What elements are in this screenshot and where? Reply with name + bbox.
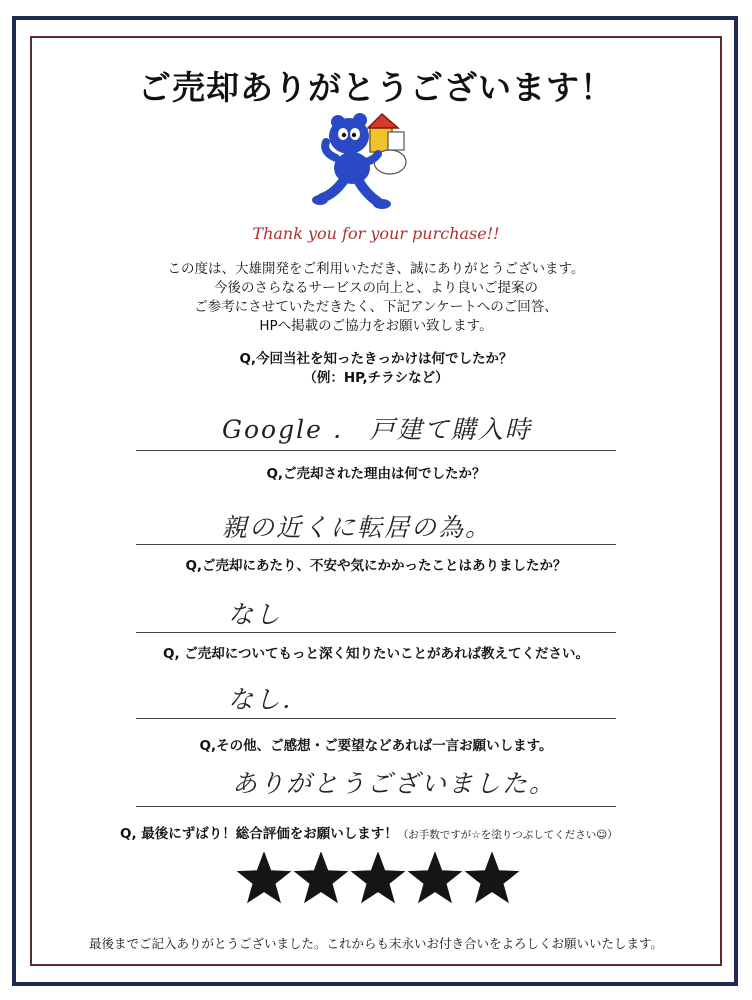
question-4: Q, ご売却についてもっと深く知りたいことがあれば教えてください。 — [162, 646, 590, 662]
star-rating[interactable] — [236, 852, 522, 908]
rating-question-text: Q, 最後にずばり！総合評価をお願いします！ — [120, 826, 398, 842]
answer-line-1 — [136, 450, 616, 451]
rating-note: （お手数ですが☆を塗りつぶしてください☺） — [397, 829, 618, 841]
answer-3[interactable]: なし — [228, 600, 283, 629]
answer-1[interactable]: Google ． 戸建て購入時 — [222, 415, 532, 444]
answer-line-4 — [136, 718, 616, 719]
answer-line-3 — [136, 632, 616, 633]
answer-4[interactable]: なし． — [228, 685, 310, 714]
question-1: Q,今回当社を知ったきっかけは何でしたか？ — [239, 351, 513, 367]
intro-line: 今後のさらなるサービスの向上と、より良いご提案の — [214, 280, 538, 296]
question-1-example: （例：HP,チラシなど） — [303, 370, 449, 386]
answer-line-2 — [136, 544, 616, 545]
page-title: ご売却ありがとうございます！ — [138, 68, 614, 107]
star-icon[interactable] — [296, 854, 345, 901]
star-icon[interactable] — [353, 854, 402, 901]
closing-message: 最後までご記入ありがとうございました。これからも末永いお付き合いをよろしくお願いいたします。 — [88, 936, 663, 951]
intro-text — [0, 260, 752, 336]
question-2: Q,ご売却された理由は何でしたか？ — [266, 466, 486, 482]
house-pack-icon — [368, 114, 406, 174]
star-icon[interactable] — [467, 854, 516, 901]
question-5: Q,その他、ご感想・ご要望などあれば一言お願いします。 — [199, 738, 553, 754]
intro-line: この度は、大雄開発をご利用いただき、誠にありがとうございます。 — [167, 261, 585, 277]
intro-line: ご参考にさせていただきたく、下記アンケートへのご回答、 — [194, 299, 558, 315]
answer-line-5 — [136, 806, 616, 807]
rating-question — [120, 822, 680, 842]
intro-line: HPへ掲載のご協力をお願い致します。 — [259, 318, 493, 334]
question-3: Q,ご売却にあたり、不安や気にかかったことはありましたか？ — [185, 558, 567, 574]
thank-you-message: Thank you for your purchase!! — [252, 224, 500, 243]
mascot-carrying-house-icon — [312, 106, 422, 214]
star-icon[interactable] — [239, 854, 288, 901]
answer-2[interactable]: 親の近くに転居の為。 — [222, 513, 493, 542]
star-icon[interactable] — [410, 854, 459, 901]
answer-5[interactable]: ありがとうございました。 — [232, 769, 557, 798]
